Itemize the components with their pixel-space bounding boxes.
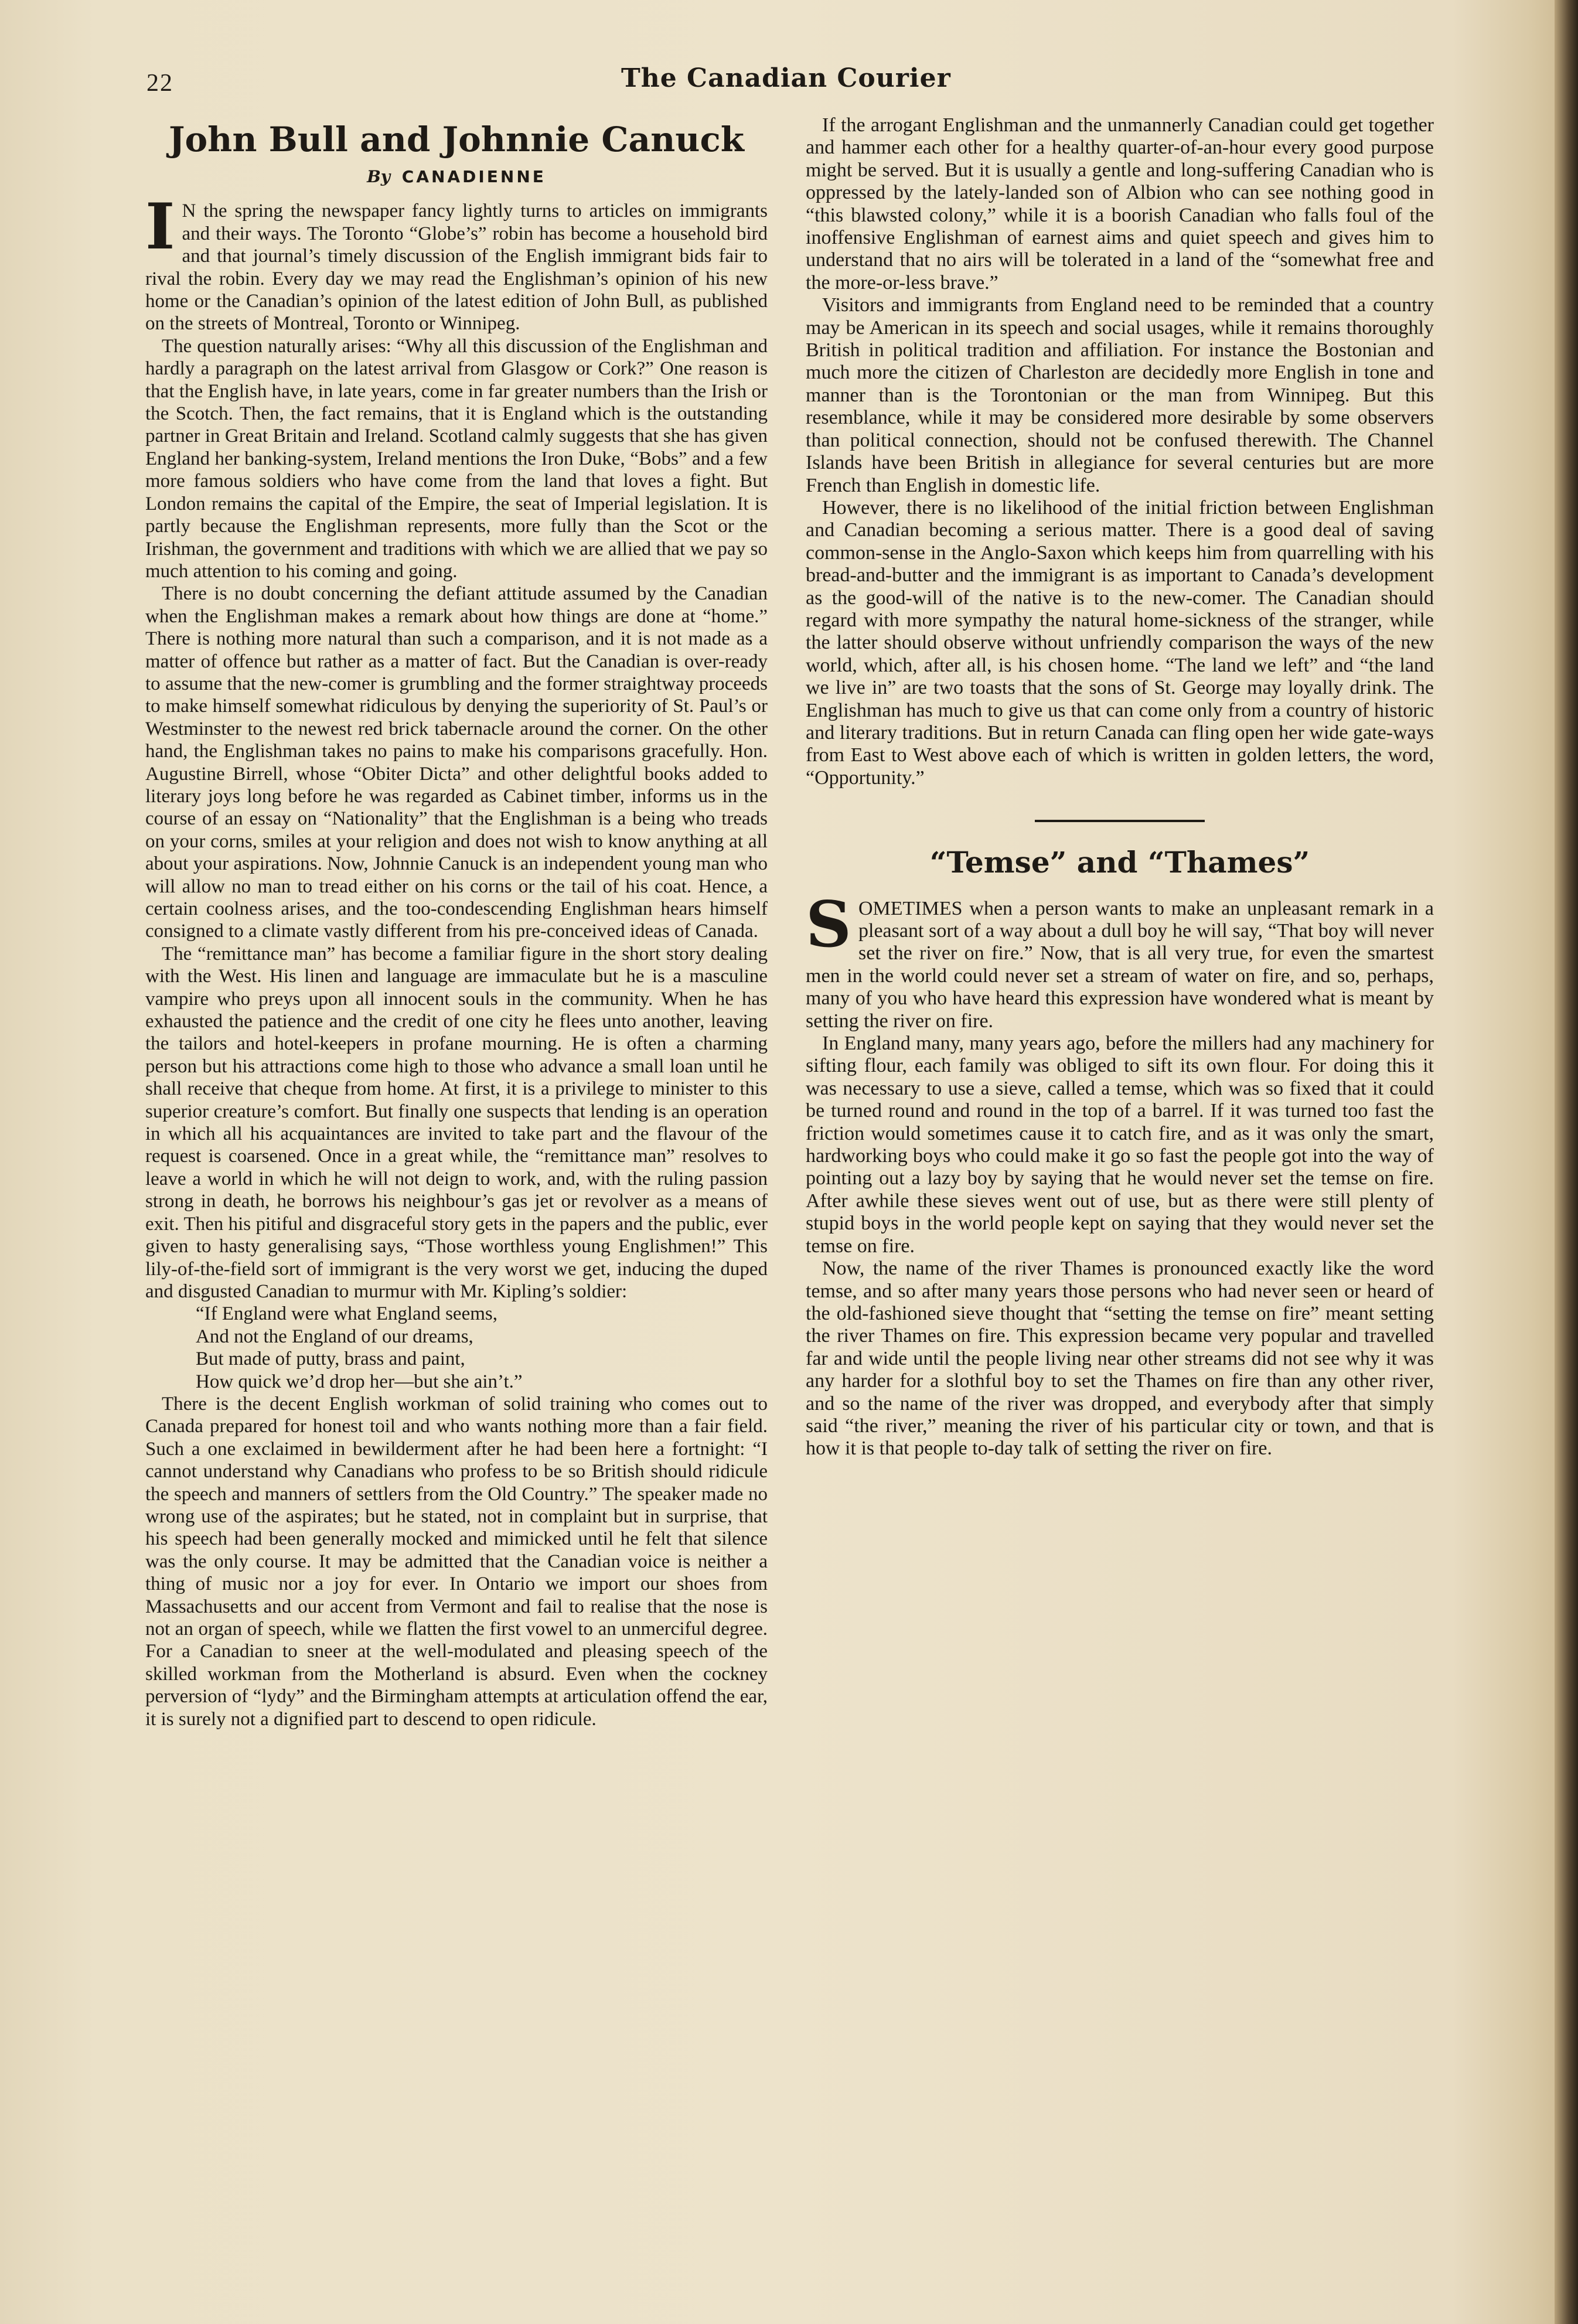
article-paragraph-5: There is the decent English workman of solid training who comes out to Canada prepared for honest toil and who wants nothing more than a fair field. Such a one exclaimed in bewilderment after he had been here a fortnight: “I cannot understand why Canadians who profess to be so British should ridicule the speech and manners of settlers from the Old Country.” The speaker made no wrong use of the aspirates; but he stated, not in complaint but in surprise, that his speech had been generally mocked and mimicked until he felt that silence was the only course. It may be admitted that the Canadian voice is neither a thing of music nor a joy for ever. In Ontario we import our shoes from Massachusetts and our accent from Vermont and fail to realise that the nose is not an organ of speech, while we flatten the first vowel to an unmerciful degree. For a Canadian to sneer at the well-modulated and pleasing speech of the skilled workman from the Motherland is absurd. Even when the cockney perversion of “lydy” and the Birmingham attempts at articulation offend the ear, it is surely not a dignified part to descend to open ridicule. <box>145 1393 768 1730</box>
article-paragraph-3: Now, the name of the river Thames is pronounced exactly like the word temse, and so after many years those persons who had never seen or heard of the old-fashioned sieve thought that “setting the temse on fire” meant setting the river Thames on fire. This expression became very popular and travelled far and wide until the people living near other streams did not see why it was any harder for a slothful boy to set the Thames on fire than any other river, and so the name of the river was dropped, and everybody after that simply said “the river,” meaning the river of his particular city or town, and that is how it is that people to-day talk of setting the river on fire. <box>806 1258 1434 1460</box>
article-paragraph-3: There is no doubt concerning the defiant attitude assumed by the Canadian when the Englishman makes a remark about how things are done at “home.” There is nothing more natural than such a comparison, and it is not made as a matter of offence but rather as a matter of fact. But the Canadian is over-ready to assume that the new-comer is grumbling and the former straightway proceeds to make himself somewhat ridiculous by denying the superiority of St. Paul’s or Westminster to the newest red brick tabernacle around the corner. On the other hand, the Englishman takes no pains to make his comparisons gracefully. Hon. Augustine Birrell, whose “Obiter Dicta” and other delightful books added to literary joys long before he was regarded as Cabinet timber, informs us in the course of an essay on “Nationality” that the Englishman is a being who treads on your corns, smiles at your religion and does not wish to know anything at all about your aspirations. Now, Johnnie Canuck is an independent young man who will allow no man to tread either on his corns or the tail of his coat. Hence, a certain coolness arises, and the too-condescending Englishman hears himself consigned to a climate vastly different from his pre-conceived ideas of Canada. <box>145 583 768 942</box>
article-paragraph-2: In England many, many years ago, before the millers had any machinery for sifting flour, each family was obliged to sift its own flour. For doing this it was necessary to use a sieve, called a temse, which was so fixed that it could be turned round and round in the top of a barrel. If it was turned too fast the friction would sometimes cause it to catch fire, and as it was only the smart, hardworking boys who could make it go so fast the people got into the way of pointing out a lazy boy by saying that he would never set the temse on fire. After awhile these sieves went out of use, but as there were still plenty of stupid boys in the world people kept on saying that they would never set the temse on fire. <box>806 1032 1434 1257</box>
verse-line: But made of putty, brass and paint, <box>196 1348 465 1370</box>
article-paragraph-1: SOMETIMES when a person wants to make an unpleasant remark in a pleasant sort of a way about a dull boy he will say, “That boy will never set the river on fire.” Now, that is all very true, for even the smartest men in the world could never set a stream of water on fire, and so, perhaps, many of you who have heard this expression have wondered what is meant by setting the river on fire. <box>806 887 1434 1032</box>
article-paragraph-6: If the arrogant Englishman and the unmannerly Canadian could get together and hammer each other for a healthy quarter-of-an-hour every good purpose might be served. But it is usually a gentle and long-suffering Canadian who is oppressed by the lately-landed son of Albion who can see nothing good in “this blawsted colony,” while it is a boorish Canadian who falls foul of the inoffensive Englishman of earnest aims and quiet speech and gives him to understand that no airs will be tolerated in a land of the “somewhat free and the more-or-less brave.” <box>806 114 1434 294</box>
kipling-verse <box>145 1303 768 1393</box>
article-title: John Bull and Johnnie Canuck <box>169 120 744 159</box>
page-binding-edge <box>1555 0 1578 2324</box>
right-column <box>806 114 1434 1460</box>
byline-author: CANADIENNE <box>401 167 546 186</box>
verse-line: How quick we’d drop her—but she ain’t.” <box>196 1371 523 1392</box>
byline-prefix: By <box>367 167 391 186</box>
publication-title: The Canadian Courier <box>621 63 951 93</box>
article-paragraph-4: The “remittance man” has become a familiar figure in the short story dealing with the West. His linen and language are immaculate but he is a masculine vampire who preys upon all innocent souls in the community. When he has exhausted the patience and the credit of one city he flees unto another, leaving the tailors and hotel-keepers in profane mourning. He is often a charming person but his attractions come high to those who advance a small loan until he shall receive that cheque from home. At first, it is a privilege to minister to this superior creature’s comfort. But finally one suspects that lending is an operation in which all his acquaintances are invited to take part and the flavour of the request is coarsened. Once in a great while, the “remittance man” resolves to leave a world in which he will not deign to work, and, with the ruling passion strong in death, he borrows his neighbour’s gas jet or revolver as a means of exit. Then his pitiful and disgraceful story gets in the papers and the public, ever given to hasty generalising says, “Those worthless young Englishmen!” This lily-of-the-field sort of immigrant is the very worst we get, inducing the duped and disgusted Canadian to murmur with Mr. Kipling’s soldier: <box>145 943 768 1302</box>
drop-cap: I <box>145 190 175 264</box>
drop-cap: S <box>806 887 851 962</box>
verse-line: “If England were what England seems, <box>196 1303 497 1325</box>
section-divider <box>1035 820 1205 822</box>
article-paragraph-8: However, there is no likelihood of the initial friction between Englishman and Canadian becoming a serious matter. There is a good deal of saving common-sense in the Anglo-Saxon which keeps him from quarrelling with his bread-and-butter and the immigrant is as important to Canada’s development as the good-will of the native is to the new-comer. The Canadian should regard with more sympathy the natural home-sickness of the stranger, while the latter should observe without unfriendly comparison the ways of the new world, which, after all, is his chosen home. “The land we left” and “the land we live in” are two toasts that the sons of St. George may loyally drink. The Englishman has much to give us that can come only from a country of historic and literary traditions. But in return Canada can fling open her wide gate-ways from East to West above each of which is written in golden letters, the word, “Opportunity.” <box>806 496 1434 789</box>
article-paragraph-2: The question naturally arises: “Why all this discussion of the Englishman and hardly a paragraph on the latest arrival from Glasgow or Cork?” One reason is that the English have, in late years, come in far greater numbers than the Irish or the Scotch. Then, the fact remains, that it is England which is the outstanding partner in Great Britain and Ireland. Scotland calmly suggests that she has given England her banking-system, Ireland mentions the Iron Duke, “Bobs” and a few more famous soldiers who have come from the land that loves a fight. But London remains the capital of the Empire, the seat of Imperial legislation. It is partly because the Englishman represents, more fully than the Scot or the Irishman, the government and traditions with which we are allied that we pay so much attention to his coming and going. <box>145 335 768 582</box>
article-title: “Temse” and “Thames” <box>929 845 1310 880</box>
article-paragraph-7: Visitors and immigrants from England need to be reminded that a country may be American in its speech and social usages, while it remains thoroughly British in political tradition and affiliation. For instance the Bostonian and much more the citizen of Charleston are decidedly more English in tone and manner than is the Torontonian or the man from Winnipeg. But this resemblance, while it may be considered more desirable by some observers than political connection, should not be confused therewith. The Channel Islands have been British in allegiance for several centuries but are more French than English in domestic life. <box>806 294 1434 496</box>
verse-line: And not the England of our dreams, <box>196 1325 473 1347</box>
article-paragraph-1: I N the spring the newspaper fancy lightly turns to articles on immigrants and their ways. The Toronto “Globe’s” robin has become a household bird and that journal’s timely discussion of the English immigrant bids fair to rival the robin. Every day we may read the Englishman’s opinion of his new home or the Canadian’s opinion of the latest edition of John Bull, as published on the streets of Montreal, Toronto or Winnipeg. <box>145 190 768 335</box>
article-byline <box>145 166 768 188</box>
left-column <box>145 114 768 1730</box>
page-number: 22 <box>146 70 173 97</box>
